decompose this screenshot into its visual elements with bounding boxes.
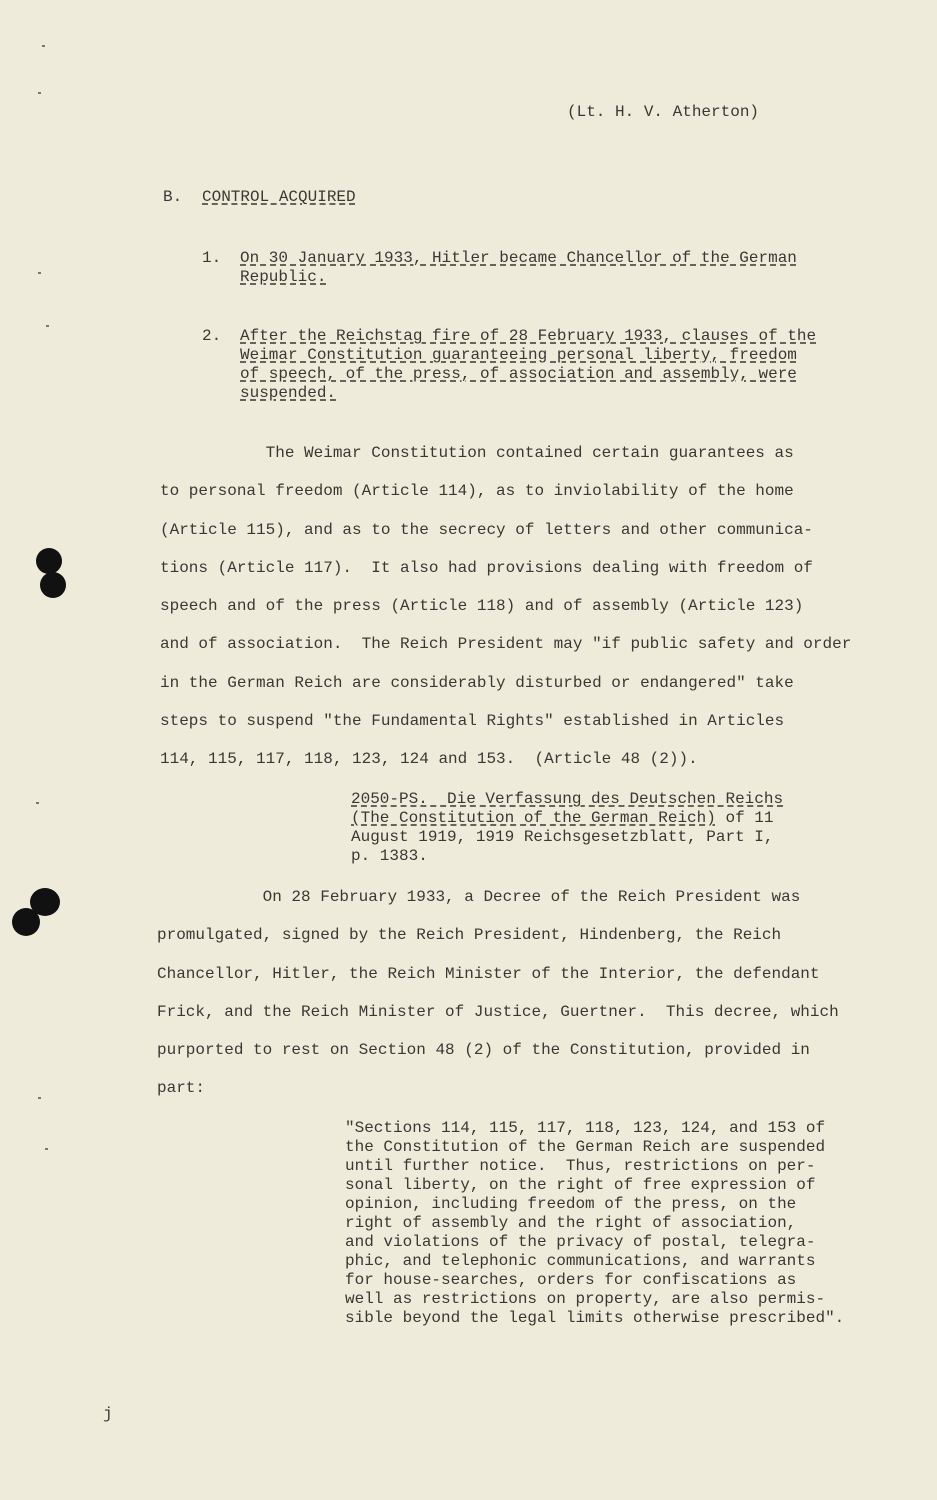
quote-line: the Constitution of the German Reich are suspended bbox=[345, 1138, 826, 1156]
speck bbox=[45, 1148, 48, 1150]
punch-hole-mark bbox=[40, 572, 66, 598]
item-line: On 30 January 1933, Hitler became Chancellor of the German bbox=[240, 249, 797, 267]
citation-text: p. 1383. bbox=[351, 847, 428, 865]
text-line: tions (Article 117). It also had provisions dealing with freedom of bbox=[160, 558, 813, 577]
paragraph-weimar-constitution bbox=[160, 434, 851, 779]
item-number: 1. bbox=[202, 249, 222, 267]
speck bbox=[38, 92, 41, 94]
text-line: On 28 February 1933, a Decree of the Reich President was bbox=[157, 888, 801, 906]
text-line: The Weimar Constitution contained certain guarantees as bbox=[160, 444, 794, 462]
decree-quote bbox=[345, 1119, 844, 1328]
quote-line: and violations of the privacy of postal, telegra- bbox=[345, 1233, 816, 1251]
speck bbox=[42, 45, 45, 47]
speck bbox=[36, 802, 39, 804]
text-line: promulgated, signed by the Reich President, Hindenberg, the Reich bbox=[157, 926, 782, 945]
text-line: part: bbox=[157, 1079, 206, 1098]
speck bbox=[46, 325, 49, 327]
text-line: speech and of the press (Article 118) and of assembly (Article 123) bbox=[160, 597, 804, 616]
text-line: to personal freedom (Article 114), as to inviolability of the home bbox=[160, 482, 794, 501]
speck bbox=[38, 272, 41, 274]
quote-line: well as restrictions on property, are also permis- bbox=[345, 1290, 826, 1308]
punch-hole-mark bbox=[36, 548, 62, 574]
quote-line: "Sections 114, 115, 117, 118, 123, 124, and 153 of bbox=[345, 1119, 826, 1137]
citation-title: 2050-PS. Die Verfassung des Deutschen Reichs bbox=[351, 790, 784, 808]
text-line: purported to rest on Section 48 (2) of the Constitution, provided in bbox=[157, 1041, 810, 1060]
author-attribution: (Lt. H. V. Atherton) bbox=[567, 103, 760, 121]
punch-hole-mark bbox=[12, 908, 40, 936]
page-mark: j bbox=[103, 1405, 113, 1423]
citation-text: August 1919, 1919 Reichsgesetzblatt, Part I, bbox=[351, 828, 774, 846]
quote-line: until further notice. Thus, restrictions on per- bbox=[345, 1157, 816, 1175]
item-line: After the Reichstag fire of 28 February 1933, clauses of the bbox=[240, 327, 817, 345]
text-line: (Article 115), and as to the secrecy of letters and other communica- bbox=[160, 520, 813, 539]
text-line: Frick, and the Reich Minister of Justice, Guertner. This decree, which bbox=[157, 1002, 839, 1021]
list-item-1 bbox=[240, 249, 797, 287]
item-line: Weimar Constitution guaranteeing personal liberty, freedom bbox=[240, 346, 797, 364]
quote-line: for house-searches, orders for confiscations as bbox=[345, 1271, 797, 1289]
citation-text: of 11 bbox=[715, 809, 774, 827]
section-title: CONTROL ACQUIRED bbox=[202, 188, 356, 206]
item-line: Republic. bbox=[240, 268, 327, 286]
citation-translation: (The Constitution of the German Reich) bbox=[351, 809, 716, 827]
text-line: Chancellor, Hitler, the Reich Minister of the Interior, the defendant bbox=[157, 964, 820, 983]
quote-line: right of assembly and the right of association, bbox=[345, 1214, 797, 1232]
quote-line: sible beyond the legal limits otherwise prescribed". bbox=[345, 1309, 845, 1327]
section-letter: B. bbox=[163, 188, 183, 206]
citation-2050-ps bbox=[351, 790, 783, 866]
speck bbox=[38, 1097, 41, 1099]
quote-line: sonal liberty, on the right of free expression of bbox=[345, 1176, 816, 1194]
paragraph-decree bbox=[157, 878, 839, 1108]
text-line: in the German Reich are considerably disturbed or endangered" take bbox=[160, 673, 794, 692]
text-line: steps to suspend "the Fundamental Rights" established in Articles bbox=[160, 712, 785, 731]
item-line: suspended. bbox=[240, 384, 337, 402]
quote-line: phic, and telephonic communications, and warrants bbox=[345, 1252, 816, 1270]
item-number: 2. bbox=[202, 327, 222, 345]
text-line: and of association. The Reich President may "if public safety and order bbox=[160, 635, 852, 654]
item-line: of speech, of the press, of association and assembly, were bbox=[240, 365, 797, 383]
list-item-2 bbox=[240, 327, 816, 403]
quote-line: opinion, including freedom of the press, on the bbox=[345, 1195, 797, 1213]
text-line: 114, 115, 117, 118, 123, 124 and 153. (Article 48 (2)). bbox=[160, 750, 698, 769]
